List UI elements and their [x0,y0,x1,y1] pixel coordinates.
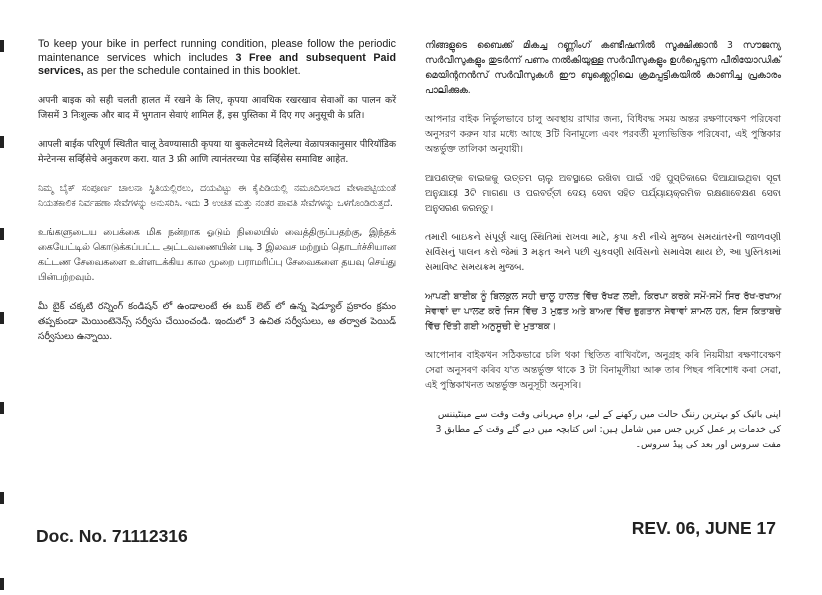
kannada-paragraph: ನಿಮ್ಮ ಬೈಕ್ ಸಂಪೂರ್ಣ ಚಾಲನಾ ಸ್ಥಿತಿಯಲ್ಲಿರಲು, ದಯವಿಟ್ಟು ಈ ಕೈಪಿಡಿಯಲ್ಲಿ ನಮೂದಿಸಲಾದ ವೇಳಾಪಟ್ಟಿಯಂತೆ ನಿಯತಕಾಲಿಕ ನಿರ್ವಹಣಾ ಸೇವೆಗಳನ್ನು ಅನುಸರಿಸಿ. ಇದು 3 ಉಚಿತ ಮತ್ತು ನಂತರ ಪಾವತಿ ಸೇವೆಗಳನ್ನು ಒಳಗೊಂಡಿರುತ್ತದೆ. [38,182,396,209]
gujarati-paragraph: તમારી બાઇકને સંપૂર્ણ ચાલુ સ્થિતિમાં રાખવા માટે, કૃપા કરી નીચે મુજબ સમયાંતરની જાળવણી સર્વિસનું પાલન કરો જેમાં 3 મફત અને પછી ચુકવણી સર્વિસનો સમાવેશ થાય છે, આ પુસ્તિકામાં સમાવિષ્ટ સમયક્રમ મુજબ. [425,232,781,273]
telugu-paragraph: మీ బైక్ చక్కటి రన్నింగ్ కండిషన్ లో ఉండాలంటే ఈ బుక్ లెట్ లో ఉన్న షెడ్యూల్ ప్రకారం క్రమం తప్పకుండా మెయింటెనెన్స్ సర్వీసు చేయించండి. ఇందులో 3 ఉచిత సర్వీసులు, ఆ తర్వాత పెయిడ్ సర్వీసులు ఉన్నాయి. [38,300,396,342]
assamese-paragraph: আপোনাৰ বাইকখন সঠিকভাৱে চলি থকা স্থিতিত ৰাখিবলৈ, অনুগ্ৰহ কৰি নিয়মীয়া ৰক্ষণাবেক্ষণ সেৱা অনুসৰণ কৰিব য'ত অন্তৰ্ভুক্ত থাকে 3 টা বিনামূলীয়া আৰু তাৰ পিছৰ পৰিশোধ কৰা সেৱা, এই পুস্তিকাখনত অন্তৰ্ভুক্ত অনুসূচী অনুসৰি। [425,350,781,391]
margin-tick [0,578,4,590]
margin-tick [0,402,4,414]
bengali-paragraph: আপনার বাইক নির্ভুলভাবে চালু অবস্থায় রাখার জন্য, বিধিবদ্ধ সময় অন্তর রক্ষণাবেক্ষণ পরিষেবা অনুসরণ করুন যার মধ্যে আছে 3টি বিনামূল্যে এবং পরবর্তী মূল্যভিত্তিক পরিষেবা, এই পুস্তিকার অন্তর্ভুক্ত তালিকা অনুযায়ী। [425,114,781,155]
english-text-start: To keep your bike in perfect running condition, please follow the periodic maintenance services which includes [38,38,396,64]
malayalam-paragraph: നിങ്ങളുടെ ബൈക്ക് മികച്ച റണ്ണിംഗ് കണ്ടീഷനിൽ സൂക്ഷിക്കാൻ 3 സൗജന്യ സർവീസുകളും തുടർന്ന് പണം നൽകിയുള്ള സർവീസുകളും ഉൾപ്പെടുന്ന പീരിയോഡിക് മെയിന്റനൻസ് സർവീസുകൾ ഈ ബുക്ക്ലെറ്റിലെ ക്രമപ്പട്ടികയിൽ കാണിച്ച പ്രകാരം പാലിക്കുക. [425,40,781,96]
english-text-bold: 3 Free and subsequent Paid services, [38,51,396,77]
margin-tick [0,136,4,148]
margin-tick [0,492,4,504]
document-number: Doc. No. 71112316 [36,526,188,546]
english-text-end: as per the schedule contained in this booklet. [83,65,301,77]
marathi-paragraph: आपली बाईक परिपूर्ण स्थितीत चालू ठेवण्यासाठी कृपया या बुकलेटमध्ये दिलेल्या वेळापत्रकानुसार पीरियॉडिक मेन्टेनन्स सर्व्हिसेचे अनुकरण करा. यात 3 फ्री आणि त्यानंतरच्या पेड सर्व्हिसेस समाविष्ट आहेत. [38,138,396,165]
margin-tick [0,312,4,324]
hindi-paragraph: अपनी बाइक को सही चलती हालत में रखने के लिए, कृपया आवधिक रखरखाव सेवाओं का पालन करें जिसमें 3 निःशुल्क और बाद में भुगतान सेवाएं शामिल हैं, इस पुस्तिका में दिए गए अनुसूची के प्रति। [38,94,396,121]
margin-tick [0,228,4,240]
revision-label: REV. 06, JUNE 17 [631,518,776,538]
tamil-paragraph: உங்களுடைய பைக்கை மிக நன்றாக ஓடும் நிலையில் வைத்திருப்பதற்கு, இந்தக் கையேட்டில் கொடுக்கப்பட்ட அட்டவணையின் படி 3 இலவச மற்றும் தொடர்ச்சியான கட்டண சேவைகளை உள்ளடக்கிய கால முறை பராமரிப்பு சேவைகளை தயவு செய்து பின்பற்றவும். [38,226,396,283]
right-column [425,38,781,466]
urdu-paragraph: اپنی بائیک کو بہترین رننگ حالت میں رکھنے کے لیے، براہِ مہربانی وقت وقت سے مینٹیننس کی خدمات پر عمل کریں جس میں شامل ہیں: اس کتابچہ میں دیے گئے وقت کے مطابق 3 مفت سروس اور بعد کی پیڈ سروس۔ [435,409,781,450]
punjabi-paragraph: ਆਪਣੀ ਬਾਈਕ ਨੂੰ ਬਿਲਕੁਲ ਸਹੀ ਚਾਲੂ ਹਾਲਤ ਵਿੱਚ ਰੱਖਣ ਲਈ, ਕਿਰਪਾ ਕਰਕੇ ਸਮੇਂ-ਸਮੇਂ ਸਿਰ ਰੱਖ-ਰਖਾਅ ਸੇਵਾਵਾਂ ਦਾ ਪਾਲਣ ਕਰੋ ਜਿਸ ਵਿੱਚ 3 ਮੁਫ਼ਤ ਅਤੇ ਬਾਅਦ ਵਿੱਚ ਭੁਗਤਾਨ ਸੇਵਾਵਾਂ ਸ਼ਾਮਲ ਹਨ, ਇਸ ਕਿਤਾਬਚੇ ਵਿੱਚ ਦਿੱਤੀ ਗਈ ਅਨੁਸੂਚੀ ਦੇ ਮੁਤਾਬਕ। [425,291,781,332]
english-paragraph [38,38,396,79]
odia-paragraph: ଆପଣଙ୍କ ବାଇକକୁ ଉତ୍ତମ ଚାଲୁ ଅବସ୍ଥାରେ ରଖିବା ପାଇଁ ଏହି ପୁସ୍ତିକାରେ ଦିଆଯାଇଥିବା ସୂଚୀ ଅନୁଯାୟୀ 3ଟି ମାଗଣା ଓ ପରବର୍ତ୍ତୀ ଦେୟ ସେବା ସହିତ ପର୍ଯ୍ୟାୟକ୍ରମିକ ରକ୍ଷଣାବେକ୍ଷଣ ସେବା ଅନୁସରଣ କରନ୍ତୁ। [425,173,781,214]
left-column [38,38,396,358]
margin-tick [0,40,4,52]
